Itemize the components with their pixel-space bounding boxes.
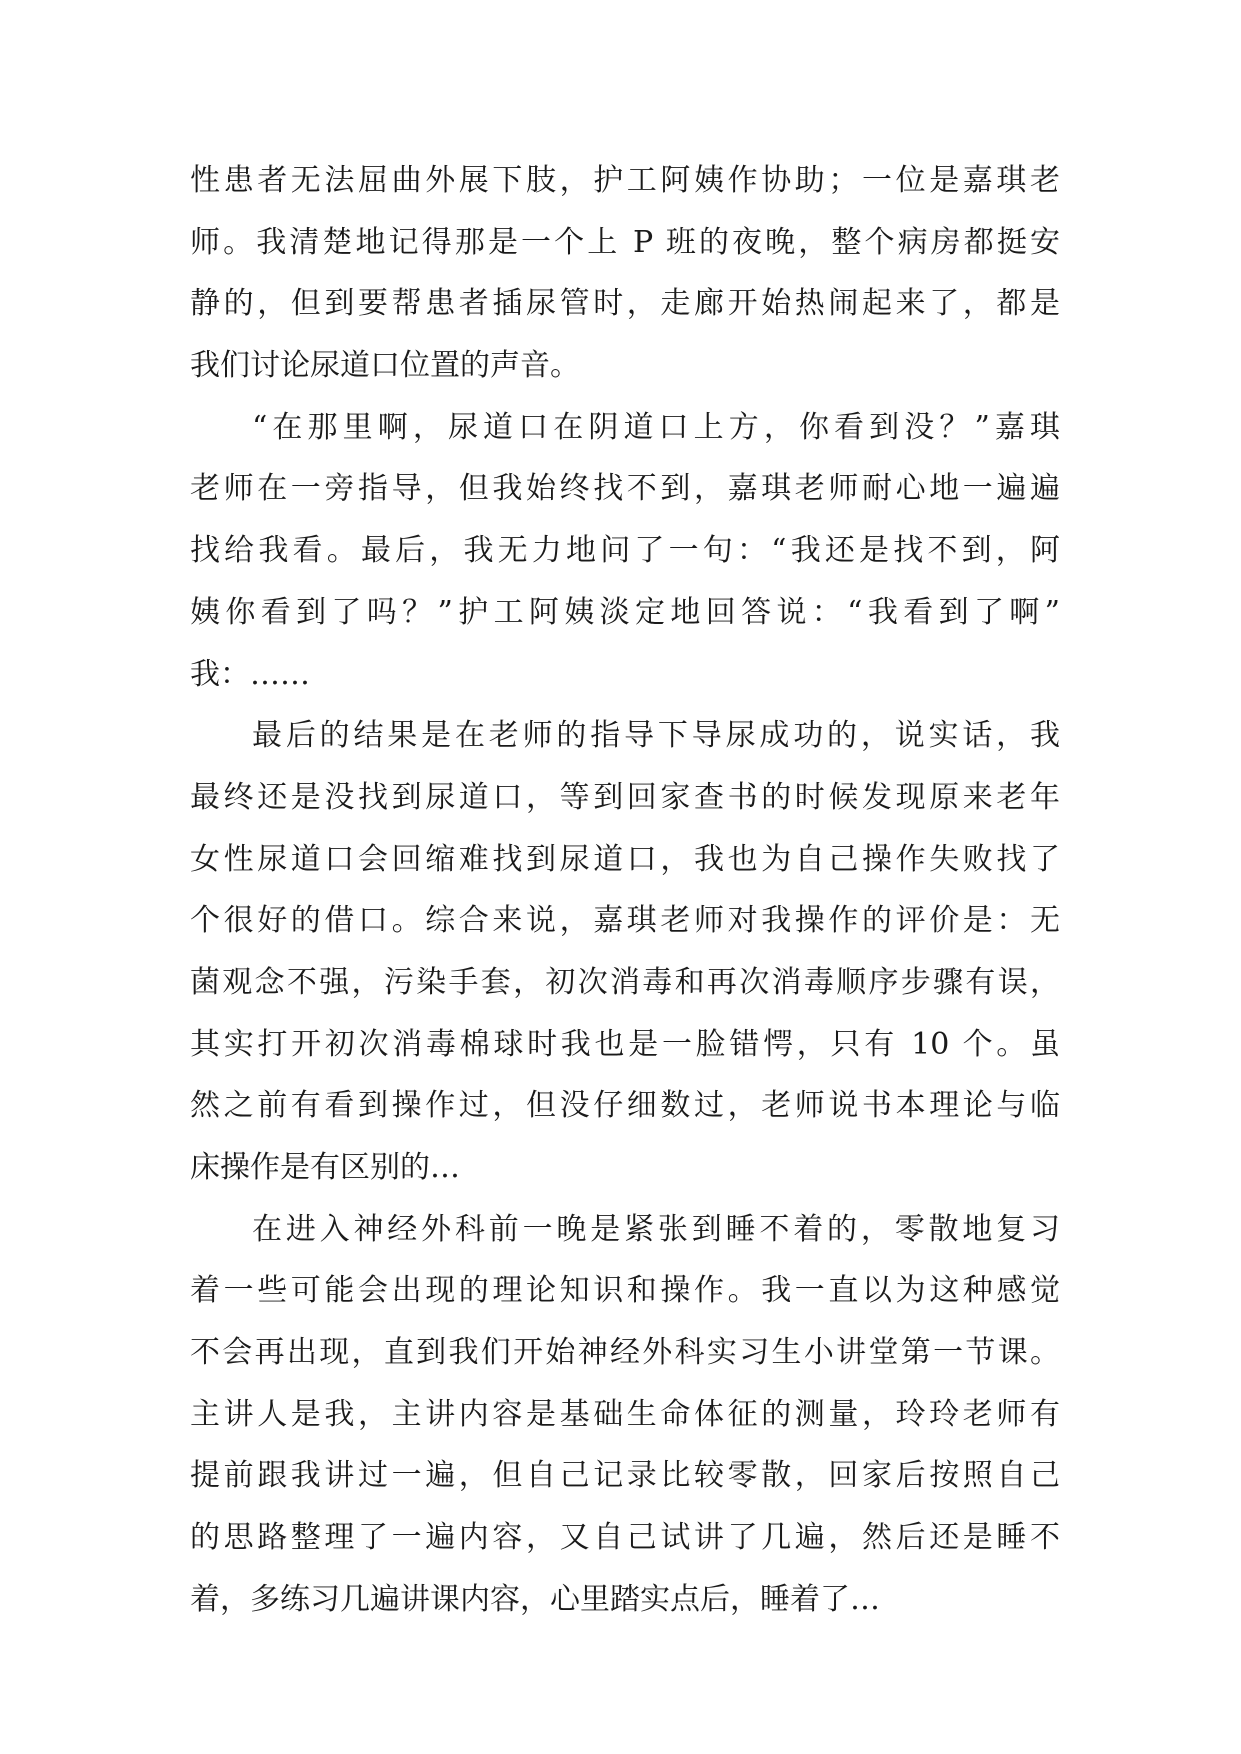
text-line: 性患者无法屈曲外展下肢，护工阿姨作协助；一位是嘉琪老 <box>190 163 1060 198</box>
text-line: 着，多练习几遍讲课内容，心里踏实点后，睡着了… <box>190 1581 880 1617</box>
document-body <box>190 150 1060 1631</box>
text-line: 我们讨论尿道口位置的声音。 <box>190 348 580 384</box>
text-line: 不会再出现，直到我们开始神经外科实习生小讲堂第一节课。 <box>190 1335 1060 1371</box>
text-line: 个很好的借口。综合来说，嘉琪老师对我操作的评价是：无 <box>190 903 1060 939</box>
text-line: “在那里啊，尿道口在阴道口上方，你看到没？”嘉琪 <box>252 409 1060 445</box>
text-line: 找给我看。最后，我无力地问了一句：“我还是找不到，阿 <box>190 533 1060 569</box>
text-line: 最终还是没找到尿道口，等到回家查书的时候发现原来老年 <box>190 779 1060 815</box>
text-line: 在进入神经外科前一晚是紧张到睡不着的，零散地复习 <box>252 1211 1060 1247</box>
text-line: 静的，但到要帮患者插尿管时，走廊开始热闹起来了，都是 <box>190 286 1060 322</box>
text-line: 其实打开初次消毒棉球时我也是一脸错愕，只有 10 个。虽 <box>190 1026 1060 1062</box>
text-line: 姨你看到了吗？”护工阿姨淡定地回答说：“我看到了啊” <box>190 594 1060 630</box>
text-line: 菌观念不强，污染手套，初次消毒和再次消毒顺序步骤有误， <box>190 964 1060 1000</box>
text-line: 主讲人是我，主讲内容是基础生命体征的测量，玲玲老师有 <box>190 1396 1060 1432</box>
text-line: 着一些可能会出现的理论知识和操作。我一直以为这种感觉 <box>190 1273 1060 1309</box>
text-line: 床操作是有区别的… <box>190 1150 460 1185</box>
text-line: 的思路整理了一遍内容，又自己试讲了几遍，然后还是睡不 <box>190 1520 1060 1556</box>
text-line: 最后的结果是在老师的指导下导尿成功的，说实话，我 <box>252 718 1060 754</box>
text-line: 女性尿道口会回缩难找到尿道口，我也为自己操作失败找了 <box>190 841 1060 877</box>
text-line: 然之前有看到操作过，但没仔细数过，老师说书本理论与临 <box>190 1088 1060 1124</box>
text-line: 提前跟我讲过一遍，但自己记录比较零散，回家后按照自己 <box>190 1458 1060 1494</box>
text-line: 老师在一旁指导，但我始终找不到，嘉琪老师耐心地一遍遍 <box>190 471 1060 507</box>
text-line: 我：…… <box>190 656 310 692</box>
text-line: 师。我清楚地记得那是一个上 P 班的夜晚，整个病房都挺安 <box>190 224 1060 260</box>
